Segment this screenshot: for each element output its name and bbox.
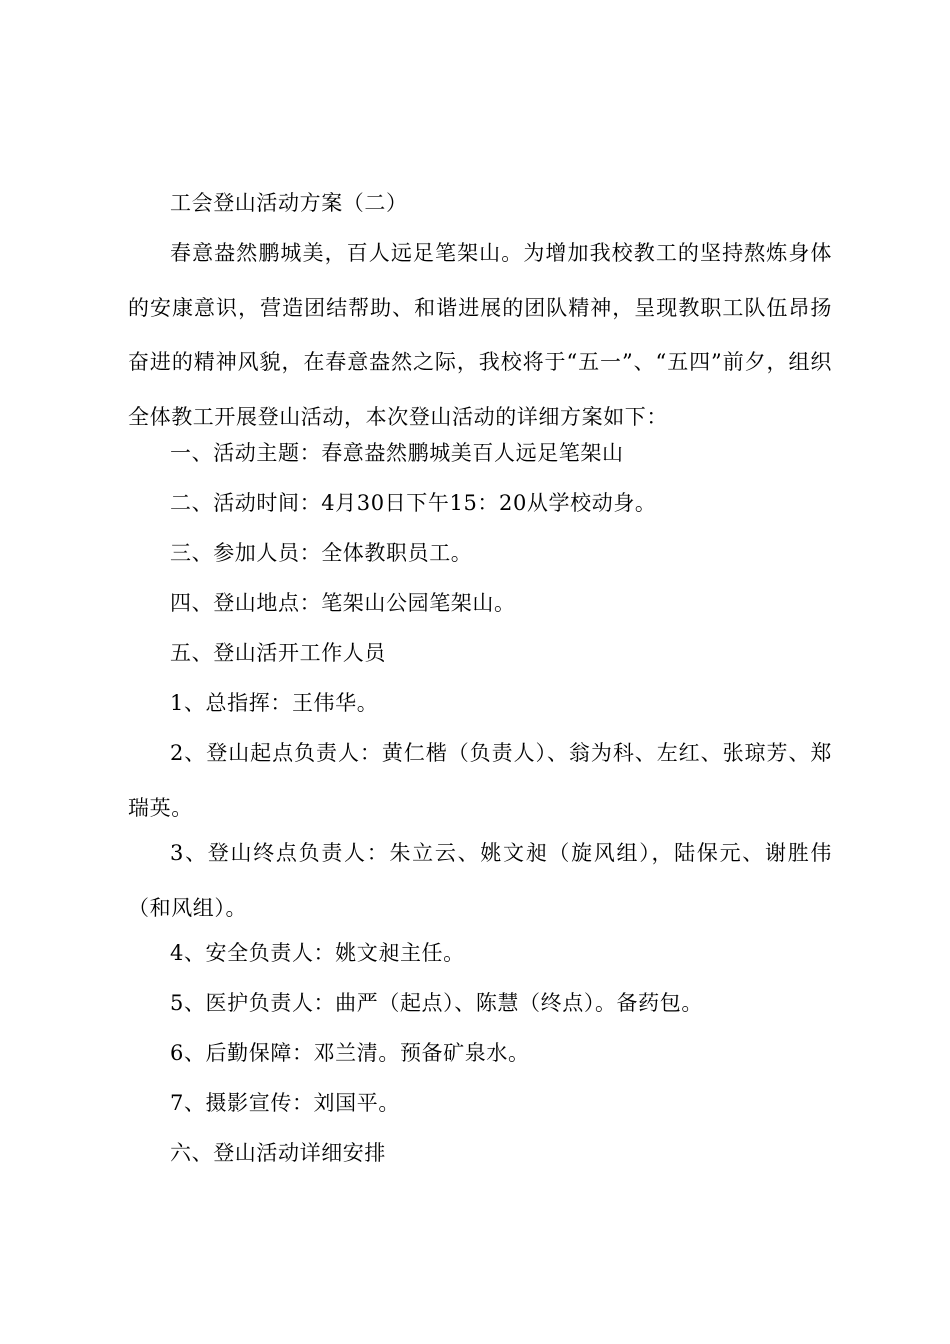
item-participants: 三、参加人员：全体教职员工。 <box>170 541 473 565</box>
document-title: 工会登山活动方案（二） <box>170 191 408 215</box>
item-commander: 1、总指挥：王伟华。 <box>170 691 379 715</box>
item-schedule-heading: 六、登山活动详细安排 <box>170 1141 386 1165</box>
item-start-leaders: 2、登山起点负责人：黄仁楷（负责人）、翁为科、左红、张琼芳、郑瑞英。 <box>128 741 832 820</box>
item-safety: 4、安全负责人：姚文昶主任。 <box>170 941 465 965</box>
item-end-leaders: 3、登山终点负责人：朱立云、姚文昶（旋风组），陆保元、谢胜伟（和风组）。 <box>128 841 832 920</box>
item-logistics: 6、后勤保障：邓兰清。预备矿泉水。 <box>170 1041 530 1065</box>
item-photography: 7、摄影宣传：刘国平。 <box>170 1091 400 1115</box>
item-time: 二、活动时间：4月30日下午15：20从学校动身。 <box>170 491 657 515</box>
item-staff-heading: 五、登山活开工作人员 <box>170 641 386 665</box>
item-medical: 5、医护负责人：曲严（起点）、陈慧（终点）。备药包。 <box>170 991 703 1015</box>
item-theme: 一、活动主题：春意盎然鹏城美百人远足笔架山 <box>170 441 624 465</box>
intro-paragraph: 春意盎然鹏城美，百人远足笔架山。为增加我校教工的坚持熬炼身体的安康意识，营造团结帮助、和谐进展的团队精神，呈现教职工队伍昂扬奋进的精神风貌，在春意盎然之际，我校将于“五一”、“五四”前夕，组织全体教工开展登山活动，本次登山活动的详细方案如下： <box>128 241 832 429</box>
item-location: 四、登山地点：笔架山公园笔架山。 <box>170 591 516 615</box>
